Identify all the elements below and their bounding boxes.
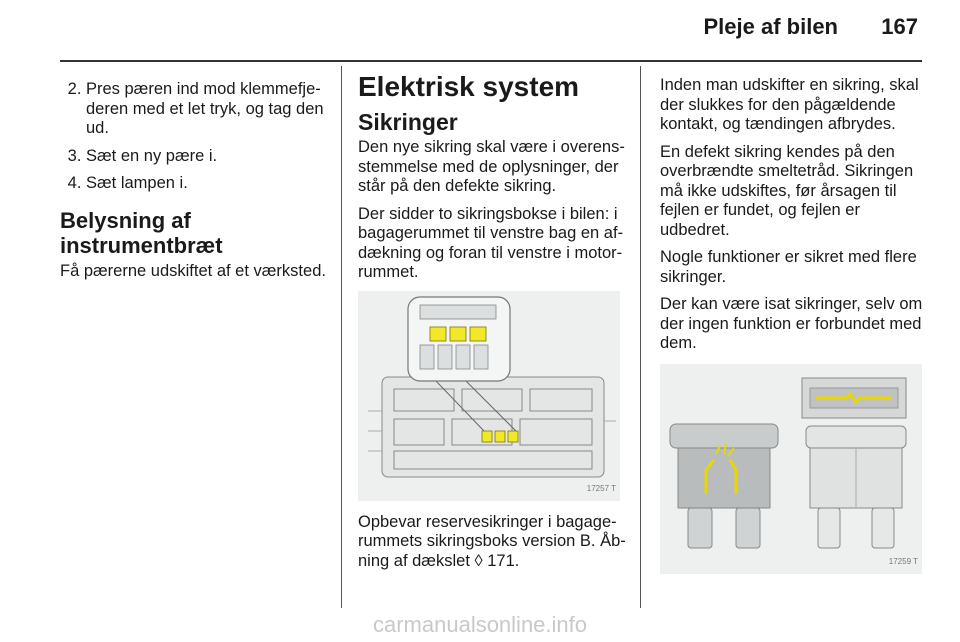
column-3 [660, 76, 928, 574]
page-reference[interactable]: 171. [487, 551, 520, 570]
figure-code: 17257 T [586, 484, 616, 493]
section-heading: Belysning af instrumentbræt [60, 207, 223, 258]
instruction-list [60, 80, 332, 194]
list-item: 4. Sæt lampen i. [86, 174, 332, 194]
column-divider [640, 66, 641, 608]
page-number: 167 [881, 14, 918, 39]
paragraph: Få pærerne udskiftet af et værksted. [60, 261, 326, 280]
figure-code: 17259 T [888, 557, 918, 566]
paragraph-text: Opbevar reservesikringer i bagagerummets sikringsboks version B. Åbning af dækslet [358, 512, 626, 570]
header-rule [60, 60, 922, 62]
column-1 [60, 80, 332, 289]
paragraph: Den nye sikring skal være i overensstemmelse med de oplysninger, der står på den defekte sikring. [358, 138, 625, 195]
paragraph: Nogle funktioner er sikret med flere sikringer. [660, 248, 917, 286]
fuse-drawing [660, 364, 922, 574]
section-title: Pleje af bilen [703, 14, 838, 39]
column-2 [358, 70, 628, 579]
fuse-illustration [660, 364, 922, 574]
list-item: 3. Sæt en ny pære i. [86, 147, 332, 167]
paragraph: Der kan være isat sikringer, selv om der ingen funktion er forbundet med dem. [660, 295, 923, 352]
reference-arrow-icon: ◊ [474, 551, 483, 570]
paragraph: Inden man udskifter en sikring, skal der slukkes for den pågældende kontakt, og tændingen afbrydes. [660, 76, 919, 133]
fuse-box-illustration [358, 291, 620, 501]
fuse-box-drawing [358, 291, 620, 501]
paragraph: En defekt sikring kendes på den overbrændte smeltetråd. Sikringen må ikke udskiftes, før årsagen til fejlen er fundet, og fejlen er udbedret. [660, 142, 914, 239]
paragraph: Der sidder to sikringsbokse i bilen: i bagagerummet til venstre bag en afdækning og foran til venstre i motorrummet. [358, 204, 624, 281]
subheading: Sikringer [358, 109, 458, 135]
list-item: 2. Pres pæren ind mod klemmefjederen med et let tryk, og tag den ud. [86, 80, 332, 139]
column-divider [341, 66, 342, 608]
paragraph [358, 513, 628, 572]
chapter-heading: Elektrisk system [358, 71, 580, 102]
watermark: carmanualsonline.info [372, 612, 588, 637]
